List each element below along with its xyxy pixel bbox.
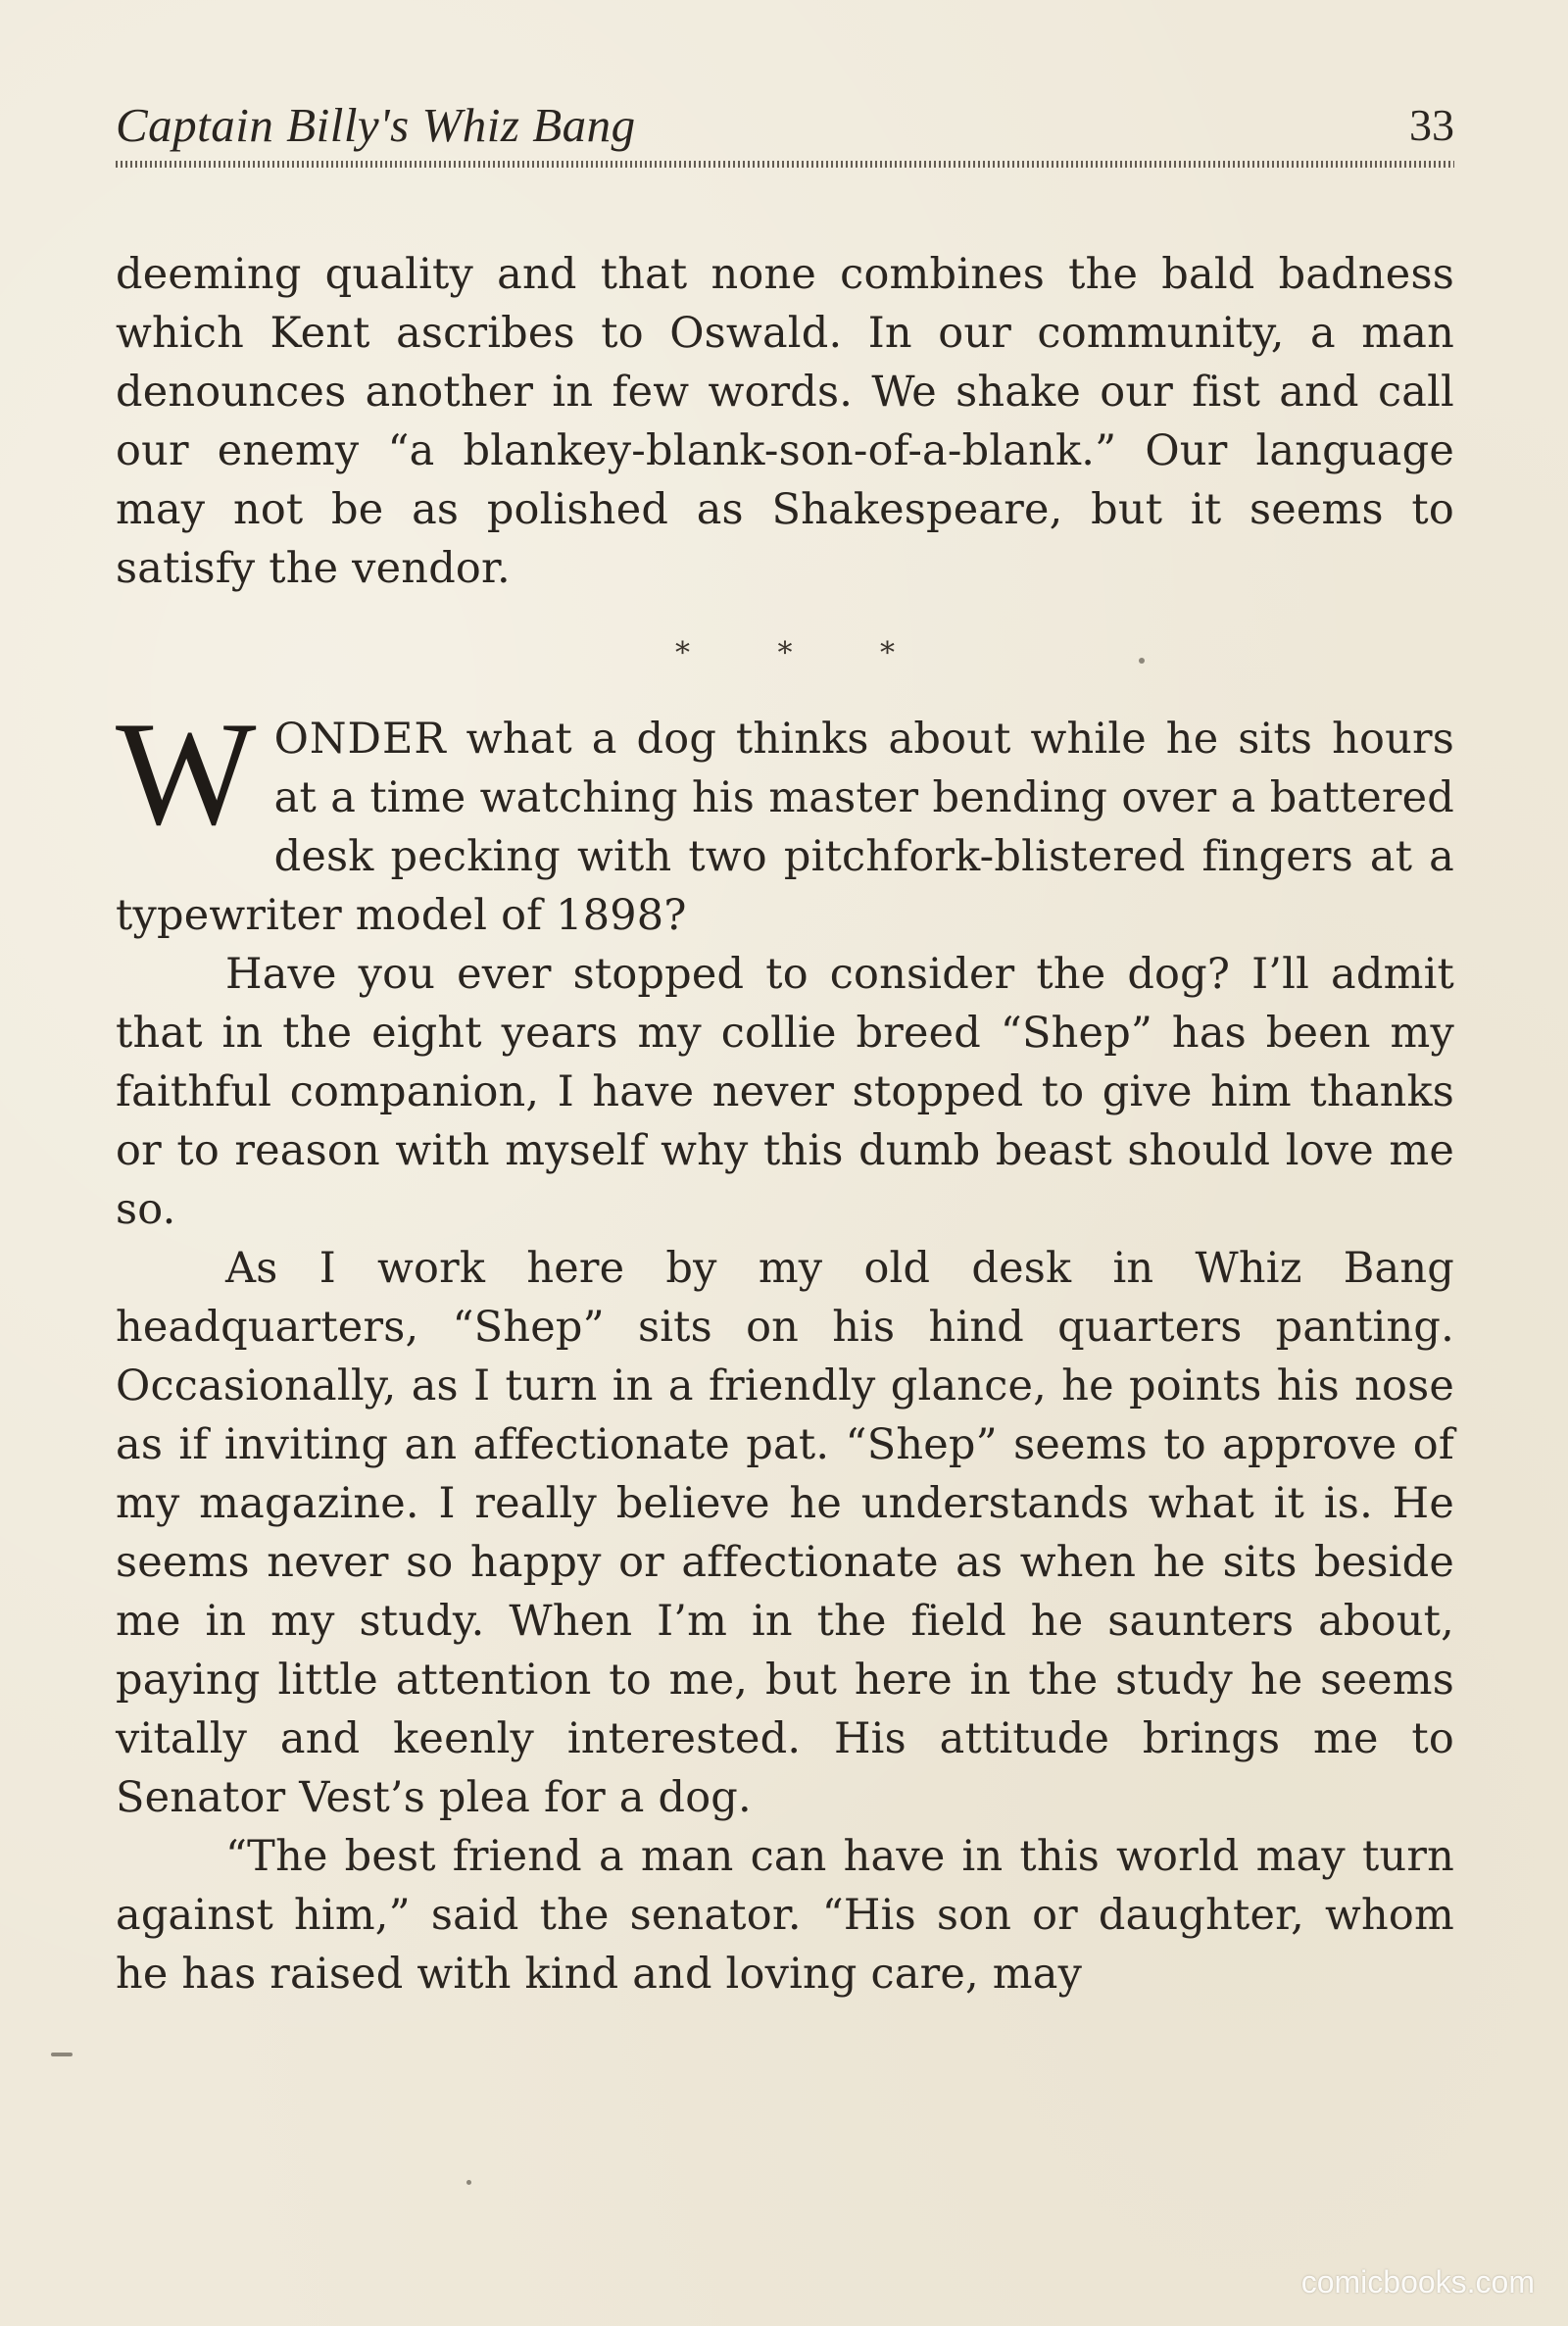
page-number: 33 [1409, 100, 1454, 150]
continued-paragraph: deeming quality and that none combines the bald badness which Kent ascribes to Oswald. In our community, a man denounces another in few words. We shake our fist and call our enemy “a blankey-blank-son-of-a-blank.” Our language may not be as polished as Shakespeare, but it seems to satisfy the vendor. [116, 250, 1454, 593]
section-separator: * * * [674, 636, 935, 670]
opening-paragraph-text: what a dog thinks about while he sits hours at a time watching his master bending over a battered desk pecking with two pitchfork-blistered fingers at a typewriter model of 1898? [116, 715, 1454, 940]
page-header [116, 96, 1454, 155]
drop-cap: W [116, 691, 257, 856]
article-body [116, 245, 1454, 2004]
paragraph-shep-study: As I work here by my old desk in Whiz Bang headquarters, “Shep” sits on his hind quarters panting. Occasionally, as I turn in a friendly glance, he points his nose as if inviting an affectionate pat. “Shep” seems to approve of my magazine. I really believe he understands what it is. He seems never so happy or affectionate as when he sits beside me in my study. When I’m in the field he saunters about, paying little attention to me, but here in the study he seems vitally and keenly interested. His attitude brings me to Senator Vest’s plea for a dog. [116, 1244, 1454, 1822]
paragraph-senator-quote: “The best friend a man can have in this world may turn against him,” said the senator. “His son or daughter, whom he has raised with kind and loving care, may [116, 1832, 1454, 1999]
running-title: Captain Billy's Whiz Bang [116, 98, 636, 152]
opening-paragraph [116, 691, 1454, 945]
print-speck [1139, 658, 1145, 664]
magazine-page [116, 0, 1454, 2326]
site-watermark: comicbooks.com [1300, 2264, 1535, 2300]
opening-first-word: ONDER [273, 715, 447, 764]
opening-section [116, 691, 1454, 945]
paragraph-dog-consideration: Have you ever stopped to consider the dog? I’ll admit that in the eight years my collie breed “Shep” has been my faithful companion, I have never stopped to give him thanks or to reason with myself why this dumb beast should love me so. [116, 950, 1454, 1234]
header-rule [116, 161, 1454, 168]
print-speck [51, 2053, 73, 2056]
print-speck [466, 2180, 471, 2185]
